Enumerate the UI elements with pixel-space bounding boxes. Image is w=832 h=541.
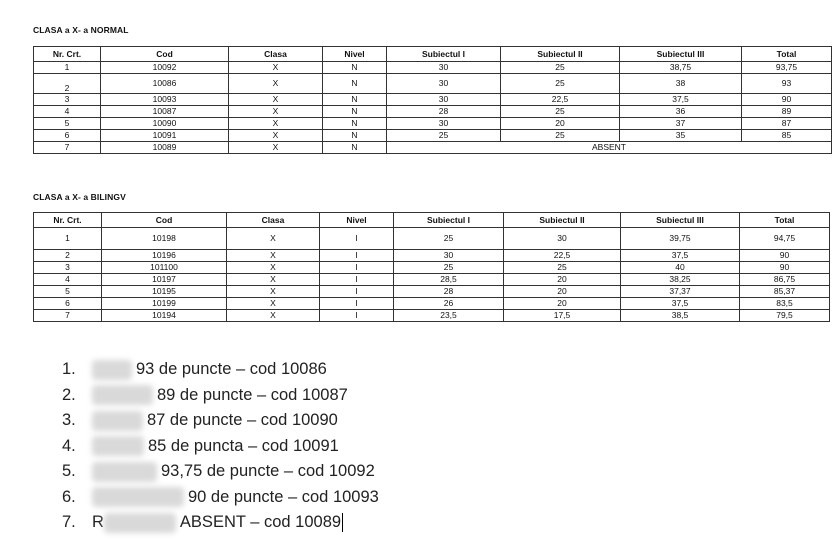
cell: 85 <box>742 130 832 142</box>
cell: X <box>229 142 323 154</box>
header-cod: Cod <box>101 47 229 62</box>
cell: 39,75 <box>621 228 740 250</box>
cell: N <box>323 74 387 94</box>
cell: 22,5 <box>504 250 621 262</box>
cell: 2 <box>34 74 101 94</box>
cell: I <box>320 262 394 274</box>
cell: 3 <box>34 94 101 106</box>
cell: N <box>323 118 387 130</box>
cell: 26 <box>394 298 504 310</box>
cell: 10197 <box>102 274 227 286</box>
cell: 30 <box>387 62 501 74</box>
list-text: 93 de puncte – cod 10086 <box>136 360 327 378</box>
cell: 10091 <box>101 130 229 142</box>
ranking-list <box>62 357 379 536</box>
cell: X <box>227 298 320 310</box>
cell: 20 <box>504 298 621 310</box>
table-row <box>34 228 830 250</box>
list-item <box>62 510 379 536</box>
cell: N <box>323 142 387 154</box>
cell: X <box>227 286 320 298</box>
redacted-name <box>92 487 184 507</box>
cell: 38,5 <box>621 310 740 322</box>
header-cod: Cod <box>102 213 227 228</box>
cell: I <box>320 310 394 322</box>
cell: 85,37 <box>740 286 830 298</box>
header-nivel: Nivel <box>323 47 387 62</box>
cell: 28,5 <box>394 274 504 286</box>
list-text: 87 de puncte – cod 10090 <box>147 411 338 429</box>
cell: 28 <box>394 286 504 298</box>
cell: X <box>229 62 323 74</box>
list-number: 3. <box>62 411 76 429</box>
cell: 10086 <box>101 74 229 94</box>
list-text: 89 de puncte – cod 10087 <box>157 385 348 404</box>
cell: N <box>323 62 387 74</box>
list-text: 90 de puncte – cod 10093 <box>188 487 379 506</box>
cell: 25 <box>394 228 504 250</box>
cell: 93 <box>742 74 832 94</box>
cell: 30 <box>387 74 501 94</box>
list-text: 93,75 de puncte – cod 10092 <box>161 462 375 480</box>
cell: 5 <box>34 118 101 130</box>
header-clasa: Clasa <box>227 213 320 228</box>
cell: 37,5 <box>621 298 740 310</box>
cell: X <box>229 130 323 142</box>
cell: 10087 <box>101 106 229 118</box>
cell: 20 <box>501 118 620 130</box>
cell: 87 <box>742 118 832 130</box>
cell: X <box>227 274 320 286</box>
bilingv-class-heading: CLASA a X- a BILINGV <box>33 192 126 202</box>
cell: 3 <box>34 262 102 274</box>
cell: 23,5 <box>394 310 504 322</box>
cell: X <box>229 74 323 94</box>
cell: I <box>320 286 394 298</box>
cell: 17,5 <box>504 310 621 322</box>
cell: 90 <box>740 250 830 262</box>
cell: X <box>229 94 323 106</box>
cell: 25 <box>504 262 621 274</box>
list-number: 1. <box>62 360 76 378</box>
cell: 6 <box>34 298 102 310</box>
header-total: Total <box>740 213 830 228</box>
cell: X <box>227 310 320 322</box>
cell: I <box>320 298 394 310</box>
table-row <box>34 310 830 322</box>
header-subiectul-2: Subiectul II <box>501 47 620 62</box>
header-clasa: Clasa <box>229 47 323 62</box>
cell: N <box>323 130 387 142</box>
cell: 25 <box>394 262 504 274</box>
list-item <box>62 485 379 511</box>
cell: 25 <box>501 62 620 74</box>
redacted-name <box>92 360 132 380</box>
header-subiectul-3: Subiectul III <box>621 213 740 228</box>
name-initial: R <box>92 513 104 531</box>
cell: 4 <box>34 274 102 286</box>
cell: 37,5 <box>620 94 742 106</box>
cell: X <box>227 228 320 250</box>
list-text: 85 de puncta – cod 10091 <box>148 436 339 455</box>
cell: 10199 <box>102 298 227 310</box>
cell: 25 <box>501 74 620 94</box>
cell: 30 <box>504 228 621 250</box>
redacted-name <box>92 462 157 482</box>
header-nr: Nr. Crt. <box>34 47 101 62</box>
list-number: 4. <box>62 436 76 455</box>
table-header-row <box>34 47 832 62</box>
normal-class-table <box>33 46 832 154</box>
cell: 90 <box>742 94 832 106</box>
header-subiectul-3: Subiectul III <box>620 47 742 62</box>
cell: 28 <box>387 106 501 118</box>
cell: 93,75 <box>742 62 832 74</box>
cell: 6 <box>34 130 101 142</box>
cell: 5 <box>34 286 102 298</box>
cell: 30 <box>394 250 504 262</box>
cell: 20 <box>504 286 621 298</box>
list-text: ABSENT – cod 10089 <box>179 513 342 531</box>
list-item <box>62 357 379 383</box>
table-row <box>34 62 832 74</box>
header-subiectul-1: Subiectul I <box>387 47 501 62</box>
header-nr: Nr. Crt. <box>34 213 102 228</box>
table-header-row <box>34 213 830 228</box>
cell: 79,5 <box>740 310 830 322</box>
cell: 35 <box>620 130 742 142</box>
cell: I <box>320 274 394 286</box>
cell: 10093 <box>101 94 229 106</box>
cell: 10092 <box>101 62 229 74</box>
header-nivel: Nivel <box>320 213 394 228</box>
normal-class-heading: CLASA a X- a NORMAL <box>33 25 129 35</box>
cell: 4 <box>34 106 101 118</box>
list-number: 7. <box>62 513 76 531</box>
cell: 38,75 <box>620 62 742 74</box>
table-row <box>34 250 830 262</box>
redacted-name <box>92 385 153 405</box>
redacted-name <box>92 436 144 456</box>
redacted-name <box>104 513 176 533</box>
cell: 90 <box>740 262 830 274</box>
cell: 10195 <box>102 286 227 298</box>
cell: 101100 <box>102 262 227 274</box>
cell: 25 <box>501 106 620 118</box>
table-row <box>34 130 832 142</box>
cell: 2 <box>34 250 102 262</box>
cell: 83,5 <box>740 298 830 310</box>
header-total: Total <box>742 47 832 62</box>
cell: 36 <box>620 106 742 118</box>
cell: 1 <box>34 228 102 250</box>
cell: 38 <box>620 74 742 94</box>
cell: I <box>320 250 394 262</box>
table-row <box>34 298 830 310</box>
list-number: 5. <box>62 462 76 480</box>
cell: 1 <box>34 62 101 74</box>
list-number: 6. <box>62 487 76 506</box>
table-row <box>34 118 832 130</box>
cell: 30 <box>387 118 501 130</box>
table-row <box>34 274 830 286</box>
cell: 22,5 <box>501 94 620 106</box>
cell: 10198 <box>102 228 227 250</box>
header-subiectul-1: Subiectul I <box>394 213 504 228</box>
redacted-name <box>92 411 143 431</box>
table-row <box>34 106 832 118</box>
cell: I <box>320 228 394 250</box>
header-subiectul-2: Subiectul II <box>504 213 621 228</box>
cell: N <box>323 94 387 106</box>
text-cursor <box>342 513 343 532</box>
list-item <box>62 408 379 434</box>
list-number: 2. <box>62 385 76 404</box>
table-row-absent <box>34 142 832 154</box>
cell: 10089 <box>101 142 229 154</box>
table-row <box>34 286 830 298</box>
cell: 10090 <box>101 118 229 130</box>
cell: X <box>229 106 323 118</box>
cell: 38,25 <box>621 274 740 286</box>
table-row <box>34 94 832 106</box>
cell: 94,75 <box>740 228 830 250</box>
list-item <box>62 459 379 485</box>
cell: 7 <box>34 142 101 154</box>
cell: 10194 <box>102 310 227 322</box>
cell: 7 <box>34 310 102 322</box>
cell: 89 <box>742 106 832 118</box>
cell: 20 <box>504 274 621 286</box>
list-item <box>62 434 379 460</box>
cell: 40 <box>621 262 740 274</box>
cell: 37 <box>620 118 742 130</box>
table-row <box>34 262 830 274</box>
cell: 10196 <box>102 250 227 262</box>
cell: X <box>227 262 320 274</box>
cell: 86,75 <box>740 274 830 286</box>
cell: N <box>323 106 387 118</box>
list-item <box>62 383 379 409</box>
cell: 25 <box>387 130 501 142</box>
cell: X <box>229 118 323 130</box>
table-row <box>34 74 832 94</box>
cell: 25 <box>501 130 620 142</box>
cell: 37,37 <box>621 286 740 298</box>
bilingv-class-table <box>33 212 830 322</box>
absent-cell: ABSENT <box>387 142 832 154</box>
cell: 30 <box>387 94 501 106</box>
cell: 37,5 <box>621 250 740 262</box>
cell: X <box>227 250 320 262</box>
